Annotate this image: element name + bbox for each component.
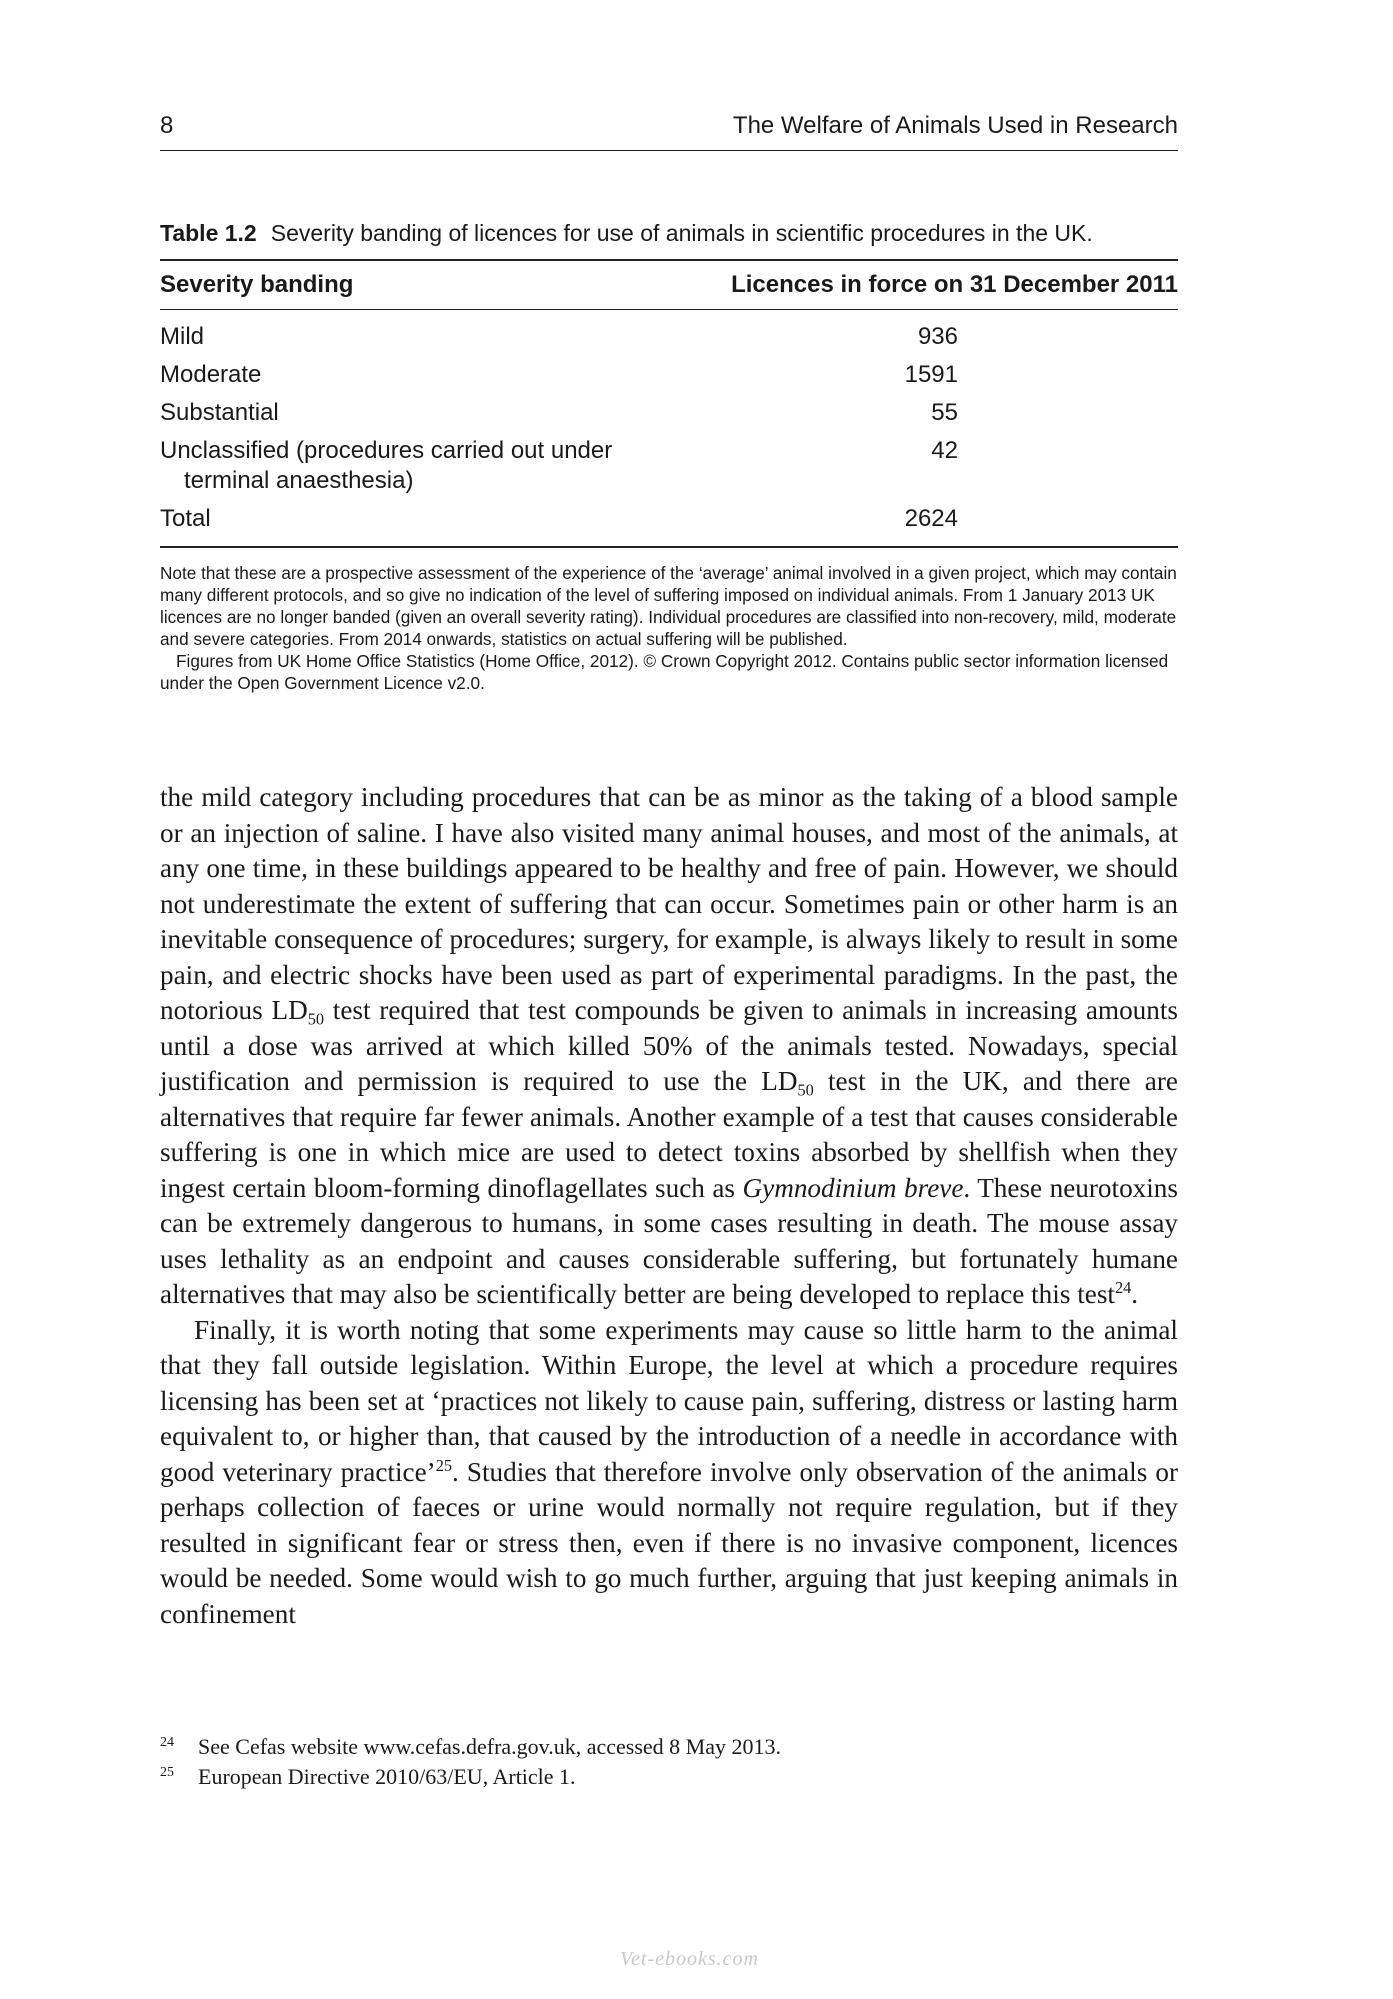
paragraph <box>160 1313 1178 1633</box>
header-severity-banding: Severity banding <box>160 260 720 310</box>
table-note: Note that these are a prospective assessment of the experience of the ‘average’ animal involved in a given project, which may contain many different protocols, and so give no indication of the level of suffering imposed on individual animals. From 1 January 2013 UK licences are no longer banded (given an overall severity rating). Individual procedures are classified into non-recovery, mild, moderate and severe categories. From 2014 onwards, statistics on actual suffering will be published. <box>160 563 1177 649</box>
text-run: . <box>1131 1279 1139 1309</box>
table-label: Table 1.2 <box>160 220 257 246</box>
table-row <box>160 310 1178 357</box>
paragraph <box>160 780 1178 1313</box>
table-header-row <box>160 260 1178 310</box>
header-licences-in-force: Licences in force on 31 December 2011 <box>720 260 1178 310</box>
table-row <box>160 432 1178 500</box>
footnote-ref-24[interactable]: 24 <box>1114 1278 1132 1298</box>
text-run: test required that test compounds be given to animals in increasing amounts until a dose was arrived at which killed 50% of the animals tested. Nowadays, special justification and permission is required to use the LD <box>160 995 1178 1096</box>
footnote-ref-25[interactable]: 25 <box>435 1455 453 1475</box>
row-count: 42 <box>931 437 958 464</box>
table-row <box>160 356 1178 394</box>
text-run: . These neurotoxins can be extremely dangerous to humans, in some cases resulting in death. The mouse assay uses lethality as an endpoint and causes considerable suffering, but fortunately humane alternatives that may also be scientifically better are being developed to replace this test <box>160 1172 1178 1309</box>
text-run: Finally, it is worth noting that some experiments may cause so little harm to the animal that they fall outside legislation. Within Europe, the level at which a procedure requires licensing has been set at ‘practices not likely to cause pain, suffering, distress or lasting harm equivalent to, or higher than, that caused by the introduction of a needle in accordance with good veterinary practice’ <box>160 1314 1178 1487</box>
row-category-text: Total <box>160 505 211 532</box>
row-category-text: Moderate <box>160 361 262 388</box>
body-text <box>160 780 1178 1632</box>
footnote-number: 25 <box>160 1765 174 1780</box>
text-run: the mild category including procedures that can be as minor as the taking of a blood sample or an injection of saline. I have also visited many animal houses, and most of the animals, at any one time, in these buildings appeared to be healthy and free of pain. However, we should not underestimate the extent of suffering that can occur. Sometimes pain or other harm is an inevitable consequence of procedures; surgery, for example, is always likely to result in some pain, and electric shocks have been used as part of experimental paradigms. In the past, the notorious LD <box>160 782 1178 1025</box>
row-category <box>160 394 720 432</box>
row-category <box>160 310 720 357</box>
footnote-text: European Directive 2010/63/EU, Article 1. <box>198 1764 576 1789</box>
row-count: 1591 <box>904 361 958 388</box>
row-category-text: Mild <box>160 323 205 350</box>
row-category-text: Unclassified (procedures carried out under <box>160 437 613 464</box>
running-title: The Welfare of Animals Used in Research <box>732 112 1178 139</box>
table-block <box>160 220 1178 694</box>
severity-table <box>160 259 1178 548</box>
row-category <box>160 356 720 394</box>
table-caption-text: Severity banding of licences for use of animals in scientific procedures in the UK. <box>270 220 1093 246</box>
footnote-item <box>160 1762 1178 1792</box>
subscript-50: 50 <box>797 1080 814 1100</box>
table-source: Figures from UK Home Office Statistics (Home Office, 2012). © Crown Copyright 2012. Contains public sector information licensed under the Open Government Licence v2.0. <box>160 651 1169 693</box>
subscript-50: 50 <box>307 1009 325 1029</box>
text-run: test in the UK, and there are alternatives that require far fewer animals. Another example of a test that causes considerable suffering is one in which mice are used to detect toxins absorbed by shellfish when they ingest certain bloom-forming dinoflagellates such as <box>160 1066 1178 1203</box>
row-category <box>160 500 720 547</box>
table-caption <box>160 220 1178 247</box>
running-head <box>160 112 1178 151</box>
species-name: Gymnodinium breve <box>742 1172 964 1203</box>
footnote-text: See Cefas website www.cefas.defra.gov.uk, accessed 8 May 2013. <box>198 1734 781 1759</box>
row-count: 2624 <box>720 500 1178 547</box>
table-notes <box>160 562 1178 694</box>
footnotes <box>160 1732 1178 1792</box>
footnote-item <box>160 1732 1178 1762</box>
row-category-continuation: terminal anaesthesia) <box>184 467 414 494</box>
row-category-text: Substantial <box>160 399 279 426</box>
text-run: . Studies that therefore involve only observation of the animals or perhaps collection of faeces or urine would normally not require regulation, but if they resulted in significant fear or stress then, even if there is no invasive component, licences would be needed. Some would wish to go much further, arguing that just keeping animals in confinement <box>160 1456 1178 1629</box>
footnote-number: 24 <box>160 1735 174 1750</box>
page-number: 8 <box>160 112 174 139</box>
watermark-logo: Vet-ebooks.com <box>620 1948 759 1970</box>
row-count: 55 <box>931 399 958 426</box>
row-count: 936 <box>917 323 958 350</box>
table-row <box>160 394 1178 432</box>
row-category <box>160 432 720 500</box>
table-row-total <box>160 500 1178 547</box>
